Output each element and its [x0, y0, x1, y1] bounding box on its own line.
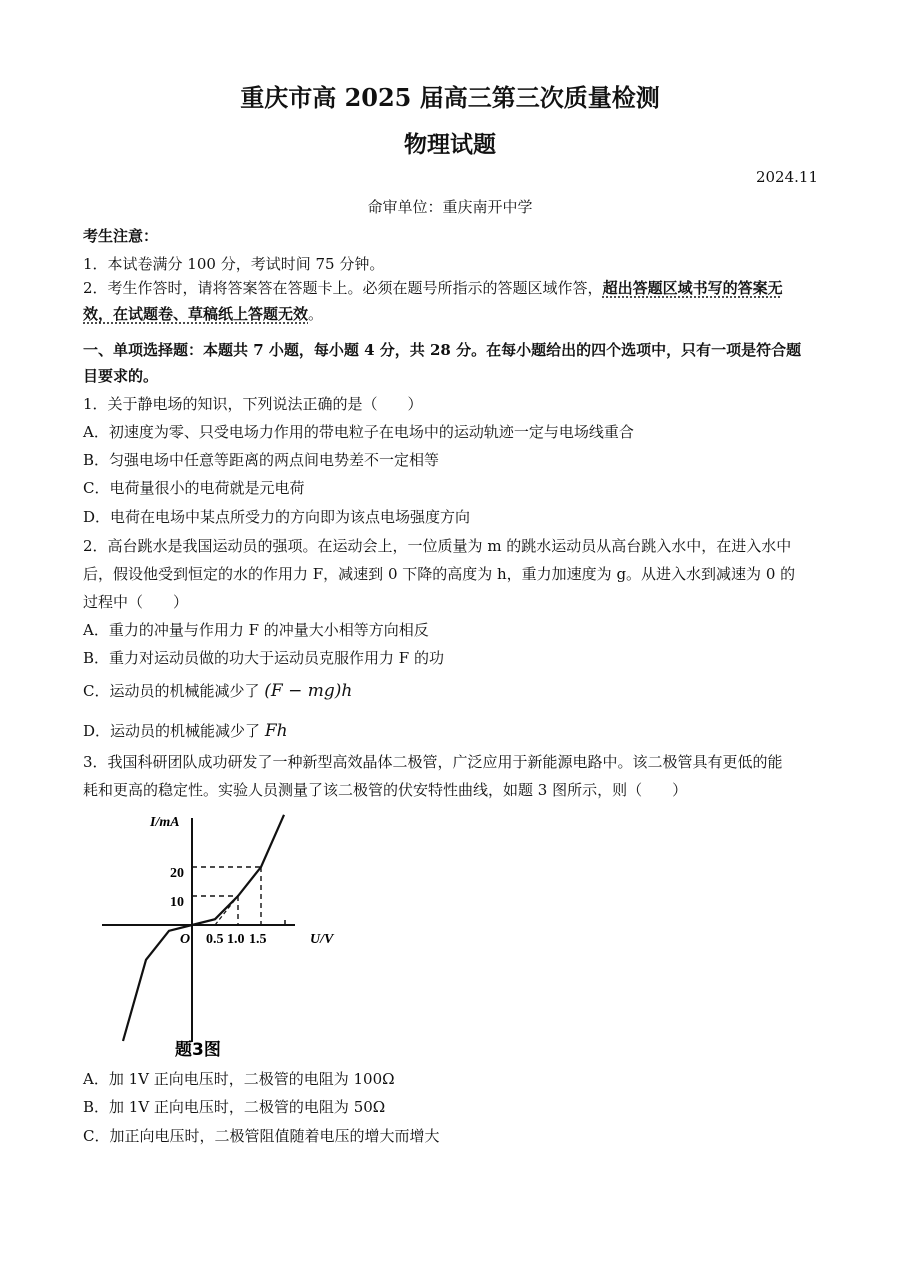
exam-subtitle: 物理试题 [404, 131, 496, 158]
figure-caption: 题3图 [175, 1040, 221, 1060]
origin-label: O [180, 932, 191, 947]
x-tick-0.5: 0.5 [206, 932, 224, 947]
q3-option-c: C．加正向电压时，二极管阻值随着电压的增大而增大 [83, 1127, 440, 1145]
x-tick-1.5: 1.5 [249, 932, 267, 947]
iv-curve-line [123, 815, 284, 1041]
q2-stem-2: 后，假设他受到恒定的水的作用力 F，减速到 0 下降的高度为 h，重力加速度为 g。从进入水到减速为 0 的 [83, 565, 796, 583]
q2-option-d [83, 720, 288, 742]
q2-option-d-text: D．运动员的机械能减少了 [83, 722, 261, 740]
q3-option-a: A．加 1V 正向电压时，二极管的电阻为 100Ω [83, 1070, 395, 1088]
q1-option-a: A．初速度为零、只受电场力作用的带电粒子在电场中的运动轨迹一定与电场线重合 [83, 423, 634, 441]
exam-unit: 命审单位：重庆南开中学 [367, 198, 533, 216]
exam-title: 重庆市高 2025 届高三第三次质量检测 [240, 83, 660, 112]
q2-option-a: A．重力的冲量与作用力 F 的冲量大小相等方向相反 [83, 621, 429, 639]
q2-option-c-text: C．运动员的机械能减少了 [83, 682, 260, 700]
q3-option-b: B．加 1V 正向电压时，二极管的电阻为 50Ω [83, 1098, 386, 1116]
notice-item-2-emphasis: 超出答题区域书写的答案无 [602, 279, 783, 297]
notice-item-2-cont [83, 303, 323, 325]
notice-item-2 [83, 277, 783, 299]
notice-heading: 考生注意： [83, 227, 159, 245]
q2-stem-3: 过程中（ ） [83, 593, 189, 611]
section-1-heading-cont: 目要求的。 [83, 367, 159, 385]
y-axis-label: I/mA [150, 815, 180, 830]
q3-stem-1: 3．我国科研团队成功研发了一种新型高效晶体二极管，广泛应用于新能源电路中。该二极管具有更低的能 [83, 753, 783, 771]
notice-item-2-emphasis-2: 效，在试题卷、草稿纸上答题无效 [83, 305, 309, 323]
y-tick-20: 20 [170, 866, 184, 881]
q1-option-c: C．电荷量很小的电荷就是元电荷 [83, 479, 305, 497]
notice-item-2-text: 2．考生作答时，请将答案答在答题卡上。必须在题号所指示的答题区域作答， [83, 279, 603, 297]
q1-stem: 1．关于静电场的知识，下列说法正确的是（ ） [83, 395, 423, 413]
q2-option-b: B．重力对运动员做的功大于运动员克服作用力 F 的功 [83, 649, 444, 667]
q2-stem-1: 2．高台跳水是我国运动员的强项。在运动会上，一位质量为 m 的跳水运动员从高台跳入水中，在进入水中 [83, 537, 792, 555]
q2-option-c-formula: (F − mg)h [264, 681, 353, 701]
notice-item-2-end: 。 [308, 305, 324, 323]
exam-date: 2024.11 [755, 168, 818, 186]
notice-item-1: 1．本试卷满分 100 分，考试时间 75 分钟。 [83, 255, 385, 273]
q3-stem-2: 耗和更高的稳定性。实验人员测量了该二极管的伏安特性曲线，如题 3 图所示，则（ ） [83, 781, 688, 799]
q1-option-d: D．电荷在电场中某点所受力的方向即为该点电场强度方向 [83, 508, 471, 526]
section-1-heading: 一、单项选择题：本题共 7 小题，每小题 4 分，共 28 分。在每小题给出的四个选项中，只有一项是符合题 [83, 341, 802, 359]
x-axis-label: U/V [310, 932, 334, 947]
x-tick-1.0: 1.0 [227, 932, 245, 947]
q2-option-d-formula: Fh [264, 721, 288, 741]
iv-curve-figure [100, 810, 350, 1060]
q1-option-b: B．匀强电场中任意等距离的两点间电势差不一定相等 [83, 451, 440, 469]
y-tick-10: 10 [170, 895, 184, 910]
q2-option-c [83, 680, 352, 702]
